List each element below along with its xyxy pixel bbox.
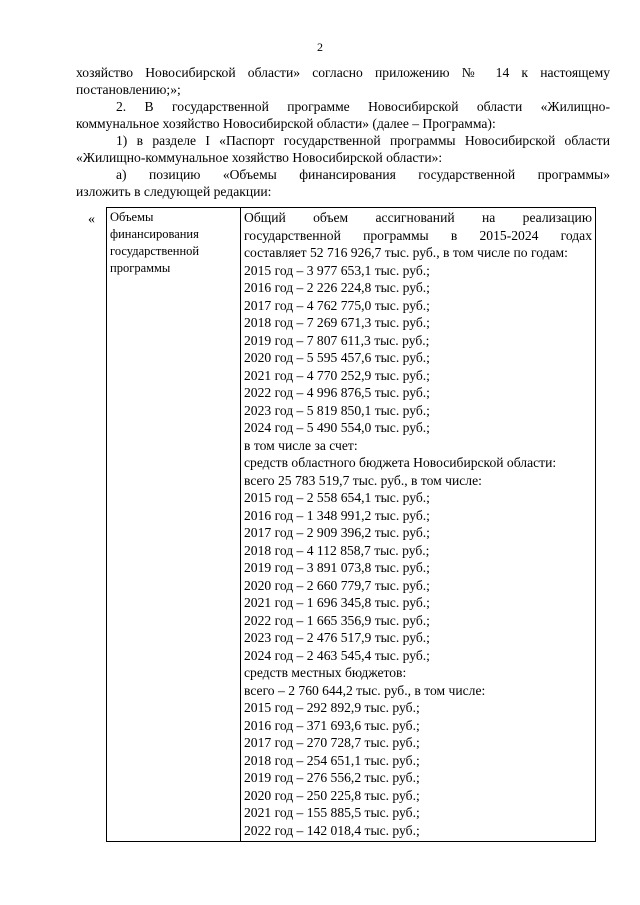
label-line: финансирования (110, 227, 199, 241)
content-line: 2018 год – 4 112 858,7 тыс. руб.; (244, 542, 430, 558)
text-line: а) позицию «Объемы финансирования государственной программы» (116, 167, 610, 182)
label-line: программы (110, 261, 171, 275)
content-line: средств областного бюджета Новосибирской области: (244, 455, 557, 470)
text-line: постановлению;»; (76, 82, 181, 97)
content-line: средств местных бюджетов: (244, 665, 407, 680)
content-line: 2024 год – 5 490 554,0 тыс. руб.; (244, 420, 430, 435)
text-line: «Жилищно-коммунальное хозяйство Новосибирской области»: (76, 150, 443, 165)
content-line: 2019 год – 3 891 073,8 тыс. руб.; (244, 560, 430, 575)
content-line: составляет 52 716 926,7 тыс. руб., в том числе по годам: (244, 245, 568, 260)
content-line: 2015 год – 292 892,9 тыс. руб.; (244, 700, 420, 715)
content-line: 2019 год – 276 556,2 тыс. руб.; (244, 770, 420, 785)
content-line: 2022 год – 1 665 356,9 тыс. руб.; (244, 612, 430, 628)
position-label-cell (107, 208, 241, 842)
content-line: 2021 год – 1 696 345,8 тыс. руб.; (244, 595, 430, 610)
content-line: всего – 2 760 644,2 тыс. руб., в том числе: (244, 682, 486, 698)
page-number: 2 (317, 40, 323, 54)
content-line: 2015 год – 2 558 654,1 тыс. руб.; (244, 490, 430, 505)
content-line: 2021 год – 4 770 252,9 тыс. руб.; (244, 367, 430, 383)
text-line: изложить в следующей редакции: (76, 184, 272, 199)
text-line: 2. В государственной программе Новосибирской области «Жилищно- (116, 99, 610, 114)
text-line: 1) в разделе I «Паспорт государственной программы Новосибирской области (116, 133, 610, 148)
content-line: 2020 год – 5 595 457,6 тыс. руб.; (244, 350, 430, 365)
text-line: коммунальное хозяйство Новосибирской области» (далее – Программа): (76, 116, 496, 131)
content-line: 2021 год – 155 885,5 тыс. руб.; (244, 805, 420, 820)
intro-text (76, 64, 610, 200)
content-line: 2017 год – 4 762 775,0 тыс. руб.; (244, 297, 430, 313)
text-line: хозяйство Новосибирской области» согласно приложению № 14 к настоящему (76, 65, 610, 80)
content-line: государственной программы в 2015-2024 годах (244, 227, 592, 243)
content-line: 2020 год – 250 225,8 тыс. руб.; (244, 787, 420, 803)
content-line: 2018 год – 254 651,1 тыс. руб.; (244, 752, 420, 768)
content-line: в том числе за счет: (244, 437, 358, 453)
content-line: 2017 год – 270 728,7 тыс. руб.; (244, 735, 420, 750)
content-line: 2022 год – 4 996 876,5 тыс. руб.; (244, 385, 430, 400)
content-line: Общий объем ассигнований на реализацию (244, 210, 592, 225)
financing-table (106, 207, 596, 842)
content-line: 2018 год – 7 269 671,3 тыс. руб.; (244, 315, 430, 330)
content-line: 2016 год – 1 348 991,2 тыс. руб.; (244, 507, 430, 523)
financing-content-cell (241, 208, 596, 842)
table-row (107, 208, 596, 842)
content-line: 2023 год – 2 476 517,9 тыс. руб.; (244, 630, 430, 645)
content-line: 2022 год – 142 018,4 тыс. руб.; (244, 822, 420, 838)
content-line: 2024 год – 2 463 545,4 тыс. руб.; (244, 647, 430, 663)
content-line: 2023 год – 5 819 850,1 тыс. руб.; (244, 402, 430, 418)
content-line: 2019 год – 7 807 611,3 тыс. руб.; (244, 332, 430, 348)
content-line: 2016 год – 2 226 224,8 тыс. руб.; (244, 280, 430, 295)
content-line: всего 25 783 519,7 тыс. руб., в том числе: (244, 472, 482, 488)
content-line: 2015 год – 3 977 653,1 тыс. руб.; (244, 262, 430, 278)
content-line: 2017 год – 2 909 396,2 тыс. руб.; (244, 525, 430, 540)
content-line: 2020 год – 2 660 779,7 тыс. руб.; (244, 577, 430, 593)
label-line: Объемы (110, 210, 154, 224)
label-line: государственной (110, 244, 200, 258)
content-line: 2016 год – 371 693,6 тыс. руб.; (244, 717, 420, 733)
opening-quote-mark: « (88, 212, 95, 227)
